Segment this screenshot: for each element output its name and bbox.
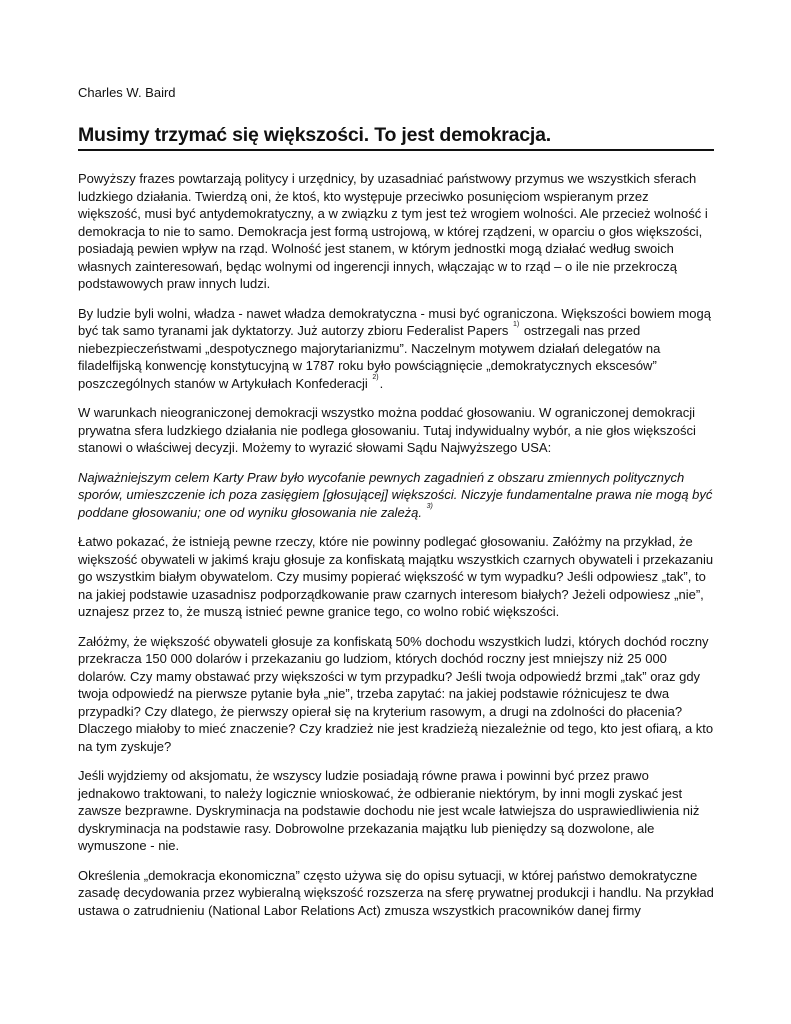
body-paragraph: [78, 533, 714, 621]
quote-paragraph: [78, 469, 714, 522]
paragraph-text: Najważniejszym celem Karty Praw było wycofanie pewnych zagadnień z obszaru zmiennych politycznych sporów, umieszczenie ich poza zasięgiem [głosującej] większości. Niczyje fundamentalne prawa nie mogą być poddane głosowaniu; one od wyniku głosowania nie zależą.: [78, 469, 713, 520]
author-name: Charles W. Baird: [78, 85, 176, 100]
paragraph-text: Określenia „demokracja ekonomiczna” często używa się do opisu sytuacji, w której państwo demokratyczne zasadę decydowania przez wybieralną większość rozszerza na sferę prywatnej produkcji i handlu. Na przykład ustawa o zatrudnieniu (National Labor Relations Act) zmusza wszystkich pracowników danej firmy: [78, 867, 714, 918]
body-paragraph: [78, 305, 714, 393]
paragraph-text: ostrzegali nas przed niebezpieczeństwami „despotycznego majorytarianizmu”. Naczelnym motywem działań delegatów na filadelfijską konwencję konstytucyjną w 1787 roku było powściągnięcie „demokratycznych ekscesów” poszczególnych stanów w Artykułach Konfederacji: [78, 323, 661, 391]
paragraph-text: W warunkach nieograniczonej demokracji wszystko można poddać głosowaniu. W ograniczonej demokracji prywatna sfera ludzkiego działania nie podlega głosowaniu. Tutaj indywidualny wybór, a nie głos większości stanowi o właściwej decyzji. Możemy to wyrazić słowami Sądu Najwyższego USA:: [78, 405, 696, 455]
paragraph-text: Powyższy frazes powtarzają politycy i urzędnicy, by uzasadniać państwowy przymus we wszystkich sferach ludzkiego działania. Twierdzą oni, że ktoś, kto występuje przeciwko posunięciom wspieranym przez większość, musi być antydemokratyczny, a w związku z tym jest też wrogiem wolności. Ale przecież wolność i demokracja to nie to samo. Demokracja jest formą ustrojową, w której rządzeni, w oparciu o głos większości, posiadają pewien wpływ na rząd. Wolność jest stanem, w którym jednostki mogą działać według swoich własnych zainteresowań, będąc wolnymi od ingerencji innych, włączając w to rząd – o ile nie przekroczą podstawowych praw innych ludzi.: [78, 171, 708, 291]
body-paragraph: [78, 867, 714, 920]
footnote-marker: 3): [426, 502, 433, 510]
footnote-marker: 1): [512, 321, 520, 328]
paragraph-text: Jeśli wyjdziemy od aksjomatu, że wszyscy ludzie posiadają równe prawa i powinni być przez prawo jednakowo traktowani, to należy logicznie wnioskować, że odbieranie niektórym, by inni mogli zyskać jest zawsze bezprawne. Dyskryminacja na podstawie dochodu nie jest wcale łatwiejsza do usprawiedliwienia niż dyskryminacja na podstawie rasy. Dobrowolne przekazania majątku lub pieniędzy są dozwolone, ale wymuszone - nie.: [78, 768, 700, 853]
body-paragraph: [78, 633, 714, 756]
article-title: Musimy trzymać się większości. To jest demokracja.: [78, 123, 714, 151]
paragraph-text: Łatwo pokazać, że istnieją pewne rzeczy, które nie powinny podlegać głosowaniu. Załóżmy na przykład, że większość obywateli w jakimś kraju głosuje za konfiskatą majątku wszystkich czarnych obywateli i przekazaniu go wszystkim białym obywatelom. Czy musimy popierać większość w tym wypadku? Jeśli odpowiesz „tak”, to na jakiej podstawie uzasadnisz podporządkowanie praw czarnych interesom białych? Jeżeli odpowiesz „nie”, uznajesz przez to, że muszą istnieć pewne granice tego, co wolno robić większości.: [78, 534, 714, 619]
paragraph-text: Załóżmy, że większość obywateli głosuje za konfiskatą 50% dochodu wszystkich ludzi, których dochód roczny przekracza 150 000 dolarów i przekazaniu go ludziom, których dochód roczny jest mniejszy niż 25 000 dolarów. Czy mamy obstawać przy większości w tym przypadku? Jeśli twoja odpowiedź brzmi „tak” oraz gdy twoja odpowiedź na pierwsze pytanie była „nie”, trzeba zapytać: na jakiej podstawie różnicujesz te dwa przypadki? Czy dlatego, że pierwszy opierał się na kryterium rasowym, a drugi na zdolności do płacenia? Dlaczego miałoby to mieć znaczenie? Czy kradzież nie jest kradzieżą niezależnie od tego, kto jest ofiarą, a kto na tym zyskuje?: [78, 633, 714, 754]
body-paragraph: [78, 404, 714, 457]
article-body: [78, 170, 714, 919]
body-paragraph: [78, 767, 714, 855]
paragraph-text: By ludzie byli wolni, władza - nawet władza demokratyczna - musi być ograniczona. Większości bowiem mogą być tak samo tyranami jak dyktatorzy. Już autorzy zbioru Federalist Papers: [78, 305, 711, 338]
footnote-marker: 2): [372, 373, 379, 381]
body-paragraph: [78, 170, 714, 293]
paragraph-text: .: [379, 375, 384, 391]
